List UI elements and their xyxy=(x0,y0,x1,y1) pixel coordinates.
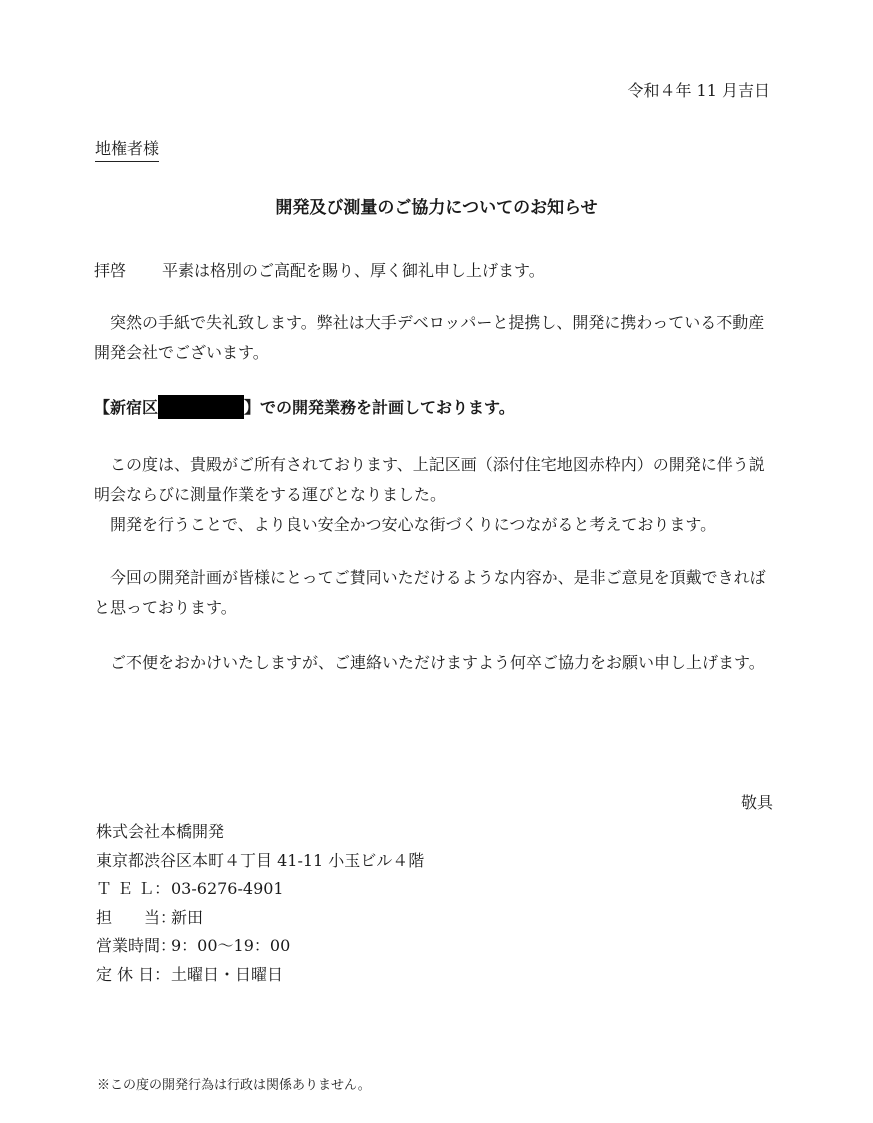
body-paragraph-4-block xyxy=(94,648,774,678)
sender-block xyxy=(96,818,424,989)
body-paragraph-1: この度は、貴殿がご所有されております、上記区画（添付住宅地図赤枠内）の開発に伴う説明会ならびに測量作業をする運びとなりました。 xyxy=(94,455,765,504)
recipient: 地権者様 xyxy=(95,136,159,162)
contact-label: 担 当： xyxy=(96,907,177,927)
footnote: ※この度の開発行為は行政は関係ありません。 xyxy=(97,1078,371,1093)
holiday-label: 定 休 日： xyxy=(96,964,171,984)
closing: 敬具 xyxy=(740,793,773,812)
sender-company: 株式会社本橋開発 xyxy=(96,822,225,841)
sender-holiday-row xyxy=(96,961,424,990)
sender-hours-row xyxy=(96,932,424,961)
body-paragraph-group xyxy=(94,450,774,540)
letter-title: 開発及び測量のご協力についてのお知らせ xyxy=(275,198,598,218)
intro-paragraph xyxy=(94,308,774,368)
tel-value: 03-6276-4901 xyxy=(171,879,284,898)
body-paragraph-3-block xyxy=(94,563,774,623)
plan-close: 】での開発業務を計画しております。 xyxy=(244,398,515,417)
body-paragraph-3: 今回の開発計画が皆様にとってご賛同いただけるような内容か、是非ご意見を頂戴できればと思っております。 xyxy=(94,568,766,617)
greeting-head: 拝啓 xyxy=(94,261,127,280)
sender-tel-row xyxy=(96,875,424,904)
hours-value: 9：00〜19：00 xyxy=(171,936,291,955)
plan-heading xyxy=(94,395,515,419)
sender-contact-row xyxy=(96,904,424,933)
plan-open: 【新宿区 xyxy=(94,398,159,417)
contact-value: 新田 xyxy=(171,907,204,927)
intro-text: 突然の手紙で失礼致します。弊社は大手デベロッパーと提携し、開発に携わっている不動産開発会社でございます。 xyxy=(94,313,765,362)
body-paragraph-2: 開発を行うことで、より良い安全かつ安心な街づくりにつながると考えております。 xyxy=(110,515,717,534)
body-paragraph-4: ご不便をおかけいたしますが、ご連絡いただけますよう何卒ご協力をお願い申し上げます。 xyxy=(110,653,765,672)
greeting-text: 平素は格別のご高配を賜り、厚く御礼申し上げます。 xyxy=(162,261,545,280)
letter-date: 令和４年 11 月吉日 xyxy=(627,81,770,100)
tel-label: Ｔ Ｅ Ｌ： xyxy=(96,879,171,898)
hours-label: 営業時間： xyxy=(96,936,177,955)
redacted-address xyxy=(158,395,244,419)
greeting xyxy=(94,258,545,281)
holiday-value: 土曜日・日曜日 xyxy=(171,964,284,984)
sender-address: 東京都渋谷区本町４丁目 41-11 小玉ビル４階 xyxy=(96,850,425,870)
